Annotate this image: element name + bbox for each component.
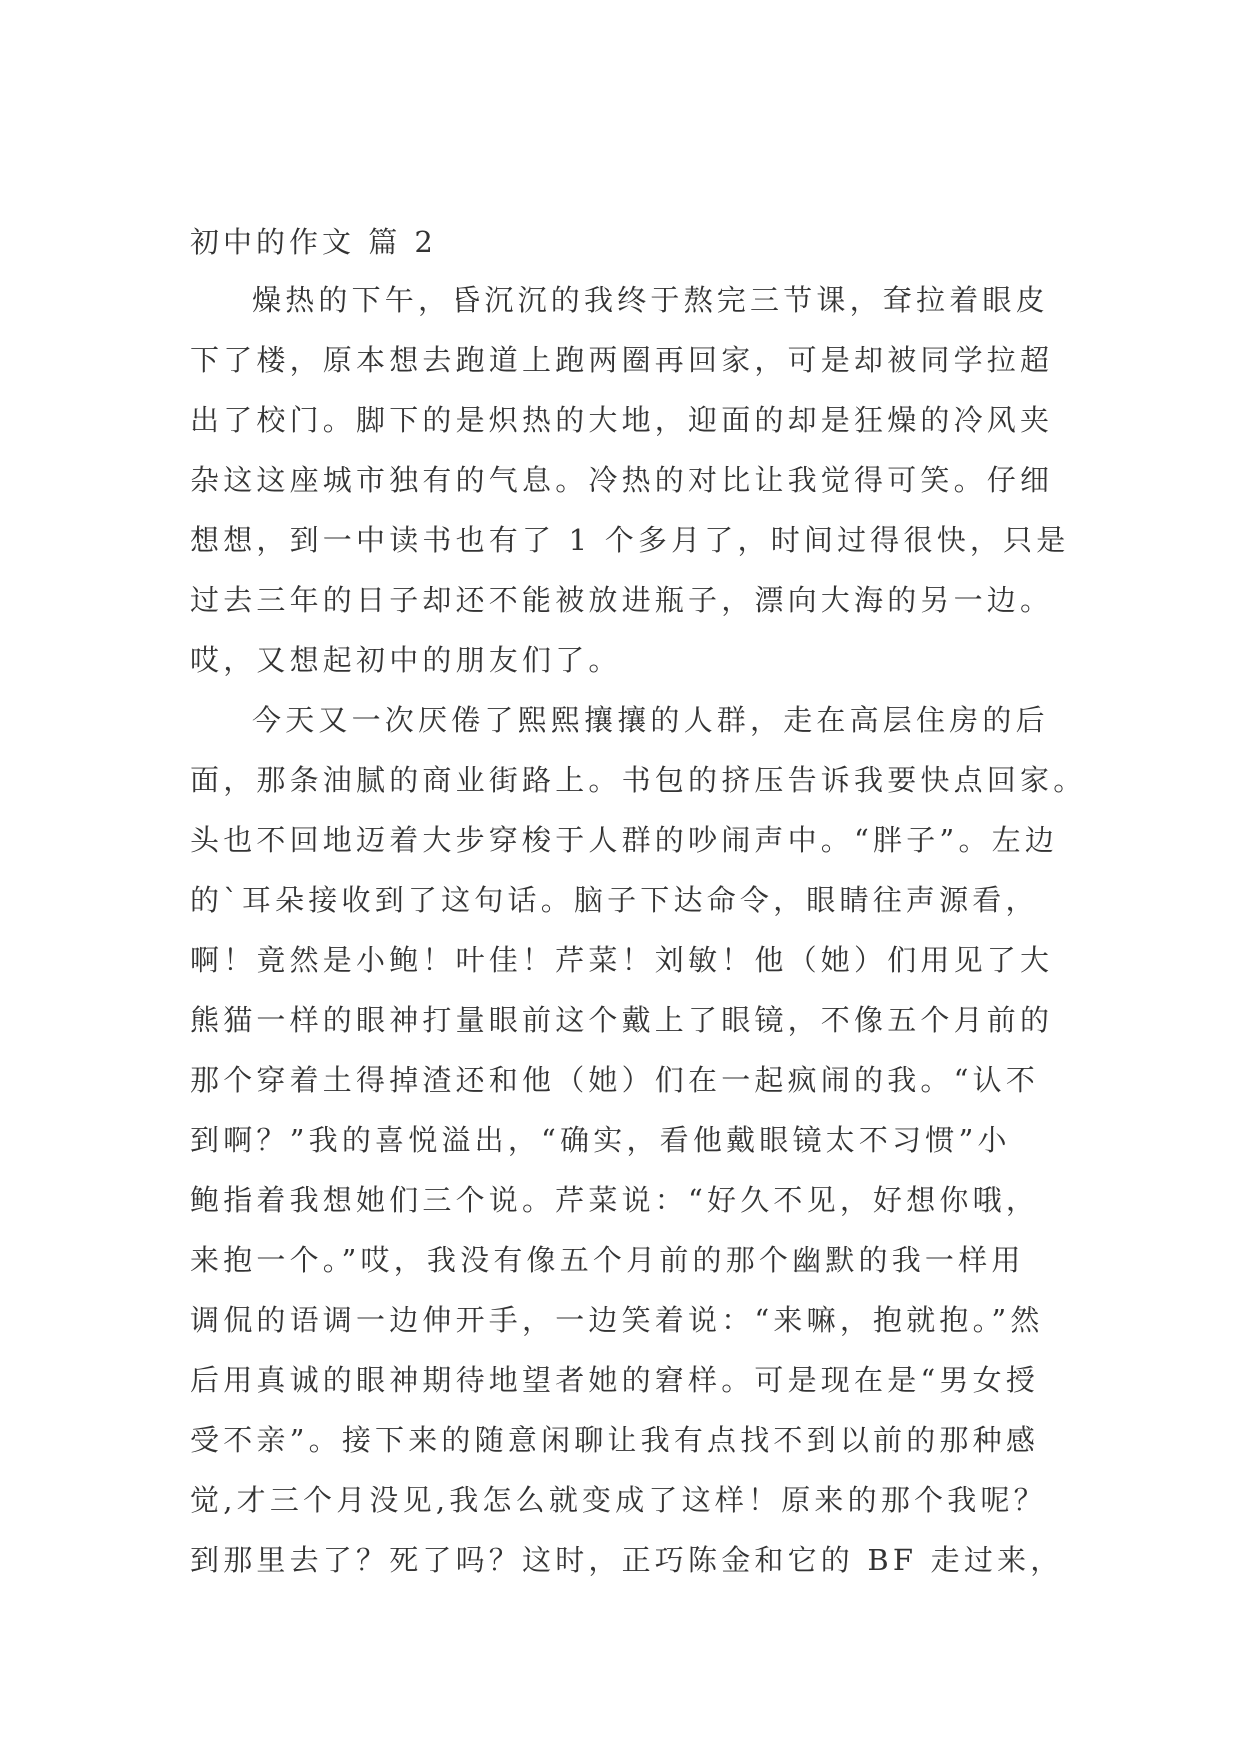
- paragraph-2-line: 到啊？”我的喜悦溢出，“确实，看他戴眼镜太不习惯”小: [190, 1123, 1011, 1157]
- essay-heading: 初中的作文 篇 2: [190, 225, 437, 259]
- paragraph-2-line: 觉,才三个月没见,我怎么就变成了这样！原来的那个我呢？: [190, 1483, 1047, 1517]
- paragraph-1-line: 杂这这座城市独有的气息。冷热的对比让我觉得可笑。仔细: [190, 463, 1054, 497]
- paragraph-1-line: 哎，又想起初中的朋友们了。: [190, 643, 622, 677]
- paragraph-2-line: 鲍指着我想她们三个说。芹菜说：“好久不见，好想你哦，: [190, 1183, 1040, 1217]
- paragraph-2-line: 到那里去了？死了吗？这时，正巧陈金和它的 BF 走过来，: [190, 1543, 1064, 1577]
- paragraph-2-line: 头也不回地迈着大步穿梭于人群的吵闹声中。“胖子”。左边: [190, 823, 1059, 857]
- paragraph-2-line: 熊猫一样的眼神打量眼前这个戴上了眼镜，不像五个月前的: [190, 1003, 1054, 1037]
- paragraph-1-line: 下了楼，原本想去跑道上跑两圈再回家，可是却被同学拉超: [190, 343, 1054, 377]
- paragraph-2-line: 后用真诚的眼神期待地望者她的窘样。可是现在是“男女授: [190, 1363, 1040, 1397]
- paragraph-1-line: 燥热的下午，昏沉沉的我终于熬完三节课，耷拉着眼皮: [252, 283, 1049, 317]
- paragraph-2-line: 今天又一次厌倦了熙熙攘攘的人群，走在高层住房的后: [252, 703, 1049, 737]
- paragraph-1-line: 想想，到一中读书也有了 1 个多月了，时间过得很快，只是: [190, 523, 1070, 557]
- paragraph-2-line: 调侃的语调一边伸开手，一边笑着说：“来嘛，抱就抱。”然: [190, 1303, 1044, 1337]
- paragraph-2-line: 受不亲”。接下来的随意闲聊让我有点找不到以前的那种感: [190, 1423, 1040, 1457]
- paragraph-2-line: 那个穿着土得掉渣还和他（她）们在一起疯闹的我。“认不: [190, 1063, 1040, 1097]
- paragraph-2-line: 面，那条油腻的商业街路上。书包的挤压告诉我要快点回家。: [190, 763, 1087, 797]
- paragraph-1-line: 出了校门。脚下的是炽热的大地，迎面的却是狂燥的冷风夹: [190, 403, 1054, 437]
- paragraph-2-line: 来抱一个。”哎，我没有像五个月前的那个幽默的我一样用: [190, 1243, 1025, 1277]
- paragraph-2-line: 的`耳朵接收到了这句话。脑子下达命令，眼睛往声源看，: [190, 883, 1039, 917]
- paragraph-2-line: 啊！竟然是小鲍！叶佳！芹菜！刘敏！他（她）们用见了大: [190, 943, 1054, 977]
- paragraph-1-line: 过去三年的日子却还不能被放进瓶子，漂向大海的另一边。: [190, 583, 1054, 617]
